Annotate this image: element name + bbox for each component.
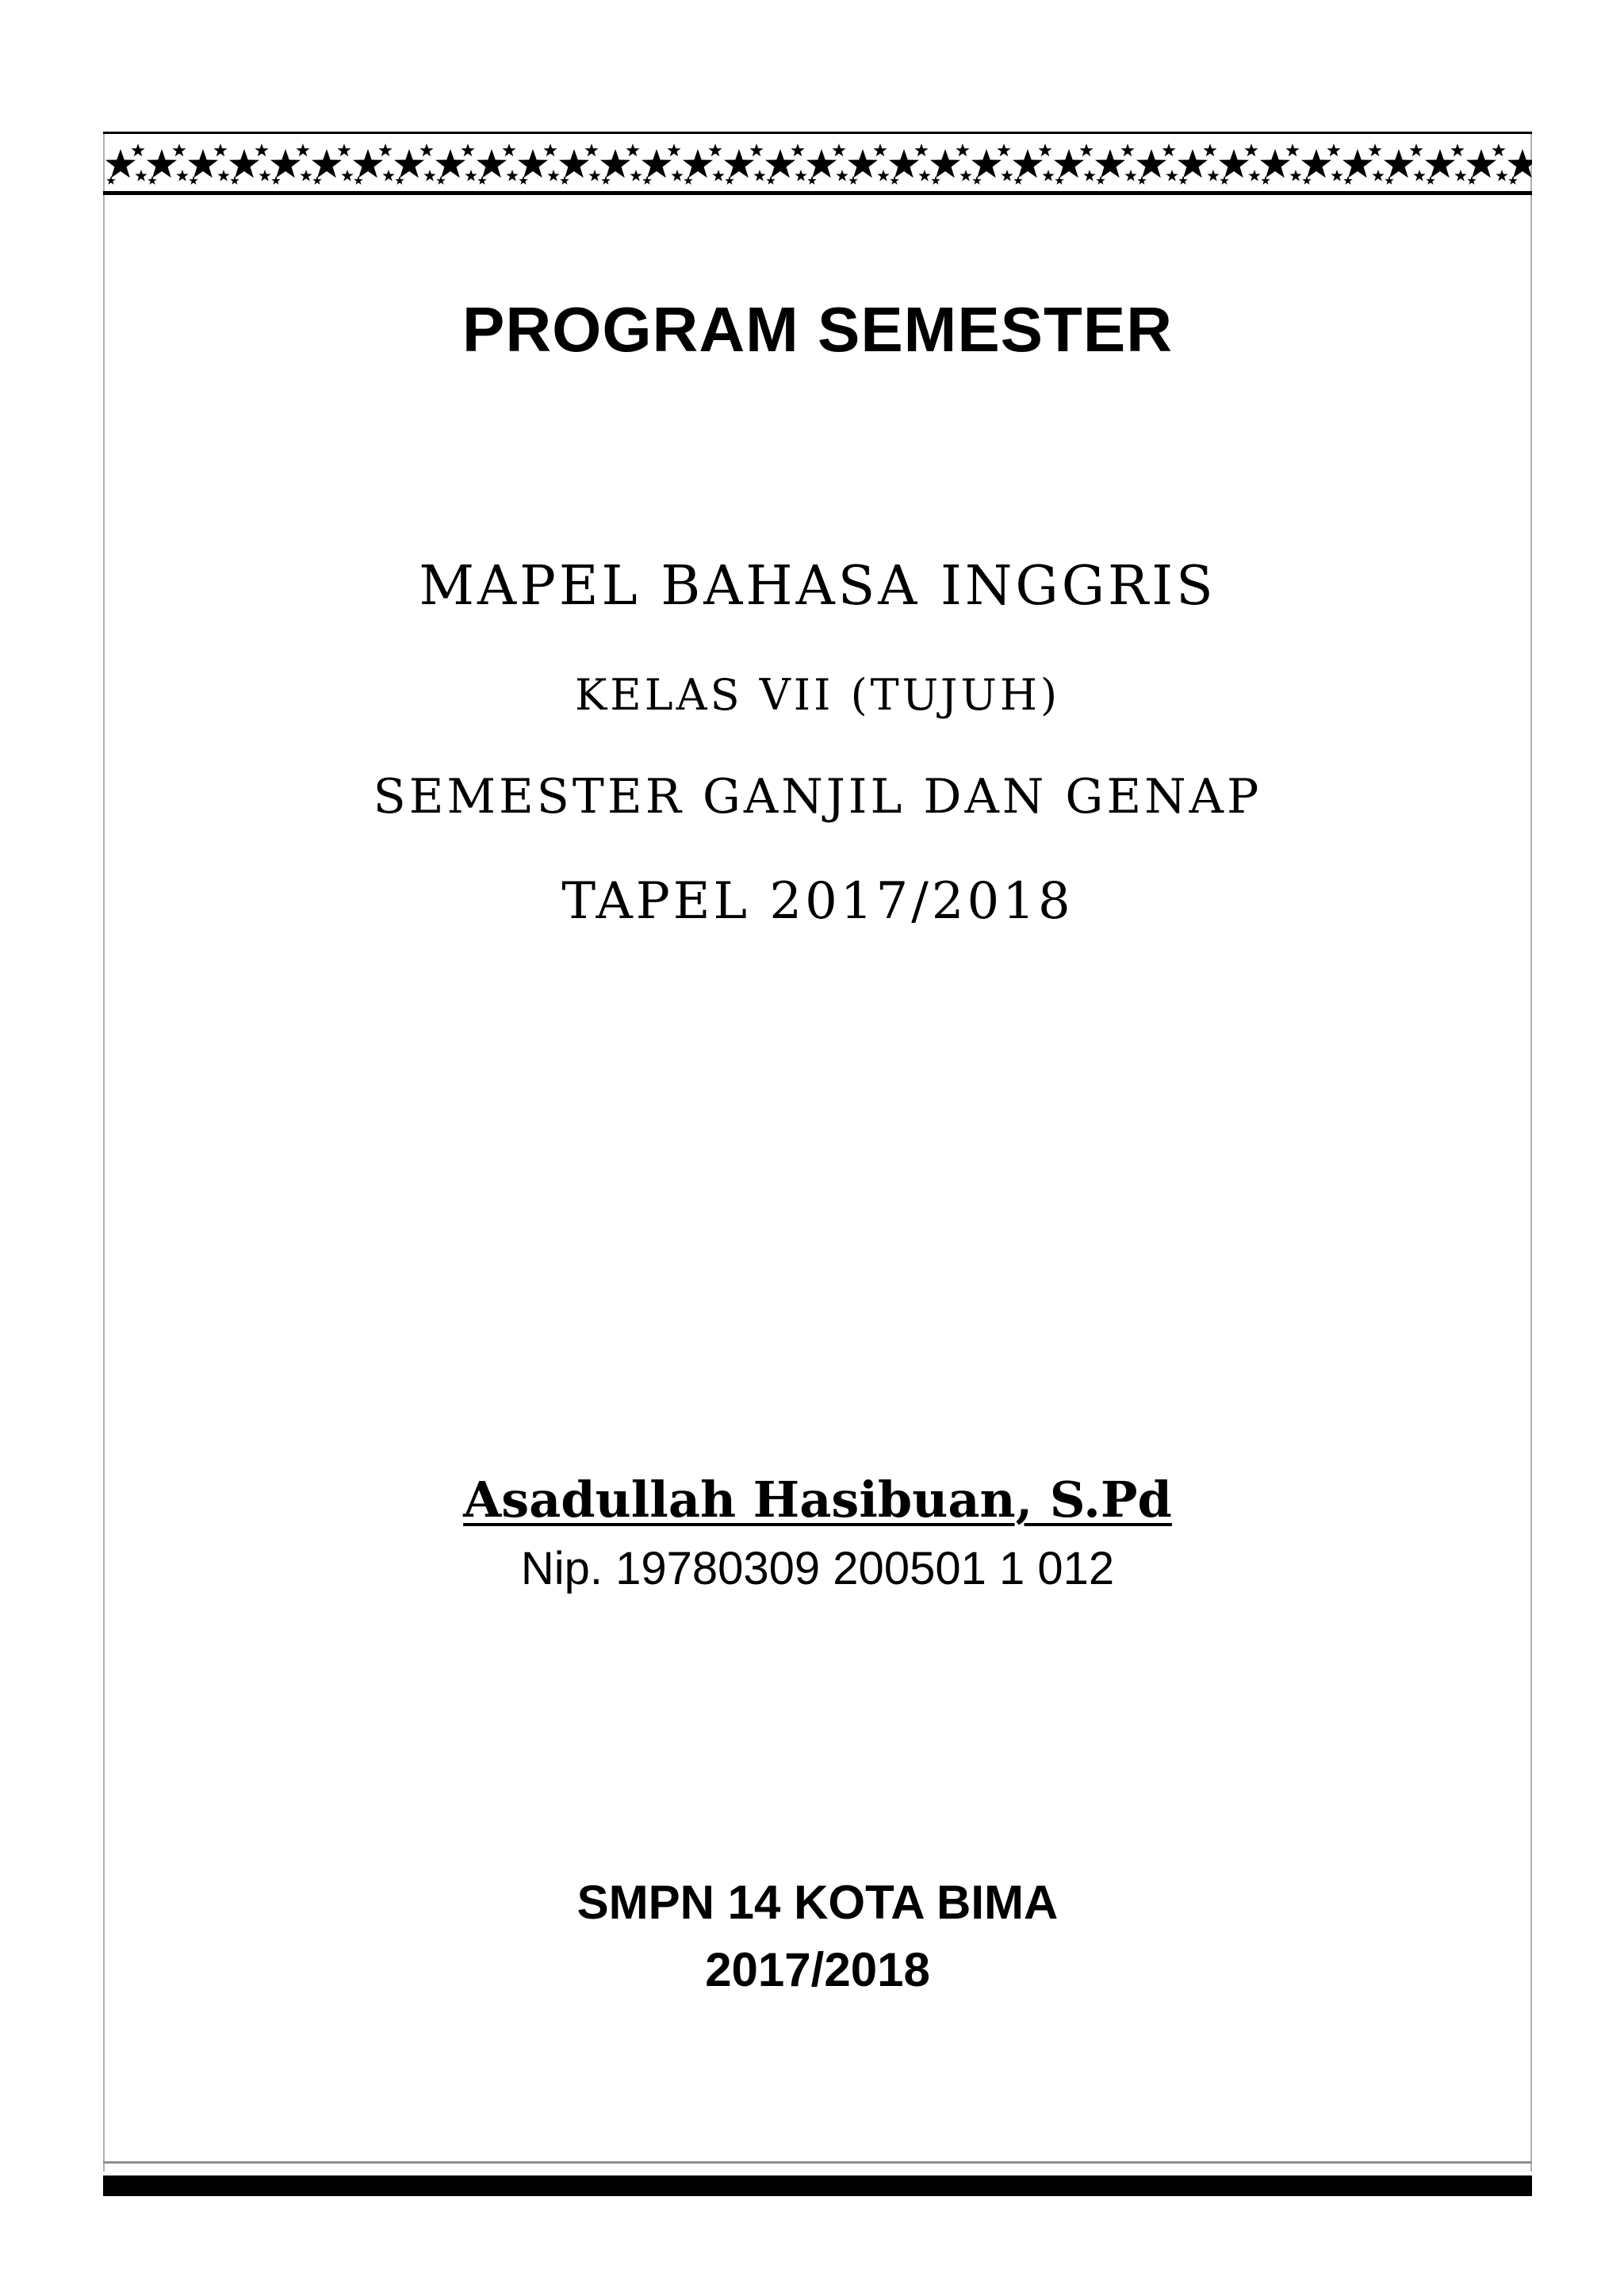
star-small-icon: [877, 170, 889, 182]
star-small-icon: [630, 170, 642, 182]
star-large-icon: [394, 149, 424, 178]
star-small-icon: [189, 176, 197, 185]
star-small-icon: [1285, 144, 1299, 156]
star-small-icon: [296, 144, 309, 156]
star-large-icon: [353, 149, 383, 178]
star-small-icon: [543, 144, 557, 156]
star-large-icon: [971, 149, 1002, 178]
star-small-icon: [1454, 170, 1466, 182]
star-large-icon: [559, 149, 589, 178]
star-small-icon: [959, 170, 971, 182]
star-small-icon: [1467, 176, 1476, 185]
star-small-icon: [956, 144, 969, 156]
star-small-icon: [461, 144, 474, 156]
star-small-icon: [873, 144, 887, 156]
subject-line: MAPEL BAHASA INGGRIS: [419, 555, 1216, 618]
star-small-icon: [147, 176, 156, 185]
star-small-icon: [255, 144, 268, 156]
star-small-icon: [1083, 170, 1095, 182]
star-large-icon: [1384, 149, 1414, 178]
star-small-icon: [1178, 176, 1187, 185]
page-frame: [103, 132, 1532, 2172]
star-small-icon: [1248, 170, 1260, 182]
star-small-icon: [1508, 176, 1517, 185]
class-line: KELAS VII (TUJUH): [574, 670, 1061, 720]
star-small-icon: [1207, 170, 1219, 182]
star-small-icon: [584, 144, 598, 156]
star-large-icon: [1013, 149, 1043, 178]
star-large-icon: [1136, 149, 1166, 178]
star-small-icon: [848, 176, 857, 185]
star-small-icon: [1124, 170, 1136, 182]
author-name-text: Asadullah Hasibuan, S.Pd: [463, 1471, 1172, 1529]
star-large-icon: [188, 149, 218, 178]
star-large-icon: [765, 149, 795, 178]
star-small-icon: [601, 176, 610, 185]
star-small-icon: [1203, 144, 1216, 156]
star-small-icon: [135, 170, 147, 182]
star-small-icon: [547, 170, 559, 182]
school-name: SMPN 14 KOTA BIMA: [576, 1876, 1059, 1929]
star-small-icon: [1042, 170, 1054, 182]
star-small-icon: [1162, 144, 1175, 156]
star-small-icon: [1450, 144, 1464, 156]
star-large-icon: [724, 149, 754, 178]
star-small-icon: [626, 144, 639, 156]
star-small-icon: [1327, 144, 1340, 156]
star-small-icon: [1261, 176, 1270, 185]
star-large-icon: [312, 149, 342, 178]
star-small-icon: [423, 170, 435, 182]
star-large-icon: [806, 149, 837, 178]
star-small-icon: [519, 176, 527, 185]
star-small-icon: [382, 170, 394, 182]
star-small-icon: [1244, 144, 1258, 156]
star-large-icon: [1178, 149, 1208, 178]
star-large-icon: [1466, 149, 1496, 178]
star-small-icon: [1096, 176, 1105, 185]
academic-year-line: TAPEL 2017/2018: [561, 872, 1074, 931]
star-small-icon: [1220, 176, 1228, 185]
star-small-icon: [684, 176, 692, 185]
author-name: [103, 1471, 1532, 1529]
star-small-icon: [807, 176, 816, 185]
star-small-icon: [176, 170, 188, 182]
star-small-icon: [1409, 144, 1423, 156]
star-small-icon: [354, 176, 362, 185]
star-small-icon: [997, 144, 1010, 156]
star-large-icon: [105, 149, 136, 178]
star-small-icon: [749, 144, 763, 156]
star-large-icon: [1425, 149, 1455, 178]
star-small-icon: [1492, 144, 1505, 156]
star-large-icon: [1301, 149, 1331, 178]
star-large-icon: [600, 149, 630, 178]
star-small-icon: [172, 144, 186, 156]
star-small-icon: [217, 170, 229, 182]
star-small-icon: [259, 170, 270, 182]
star-small-icon: [506, 170, 518, 182]
star-small-icon: [502, 144, 515, 156]
star-small-icon: [1413, 170, 1425, 182]
star-small-icon: [1372, 170, 1384, 182]
star-large-icon: [642, 149, 672, 178]
star-pattern-icon: [103, 136, 1532, 190]
star-small-icon: [832, 144, 845, 156]
star-small-icon: [671, 170, 683, 182]
star-small-icon: [337, 144, 350, 156]
star-small-icon: [931, 176, 940, 185]
star-large-icon: [147, 149, 177, 178]
star-small-icon: [753, 170, 765, 182]
star-small-icon: [477, 176, 486, 185]
border-rule-bottom: [103, 191, 1532, 195]
star-small-icon: [230, 176, 239, 185]
star-small-icon: [1496, 170, 1507, 182]
star-small-icon: [106, 176, 115, 185]
star-small-icon: [1368, 144, 1381, 156]
star-small-icon: [712, 170, 724, 182]
star-small-icon: [419, 144, 433, 156]
star-small-icon: [1426, 176, 1434, 185]
star-large-icon: [848, 149, 878, 178]
star-small-icon: [1055, 176, 1063, 185]
star-large-icon: [1342, 149, 1373, 178]
star-large-icon: [518, 149, 548, 178]
star-small-icon: [918, 170, 930, 182]
star-small-icon: [1343, 176, 1352, 185]
star-small-icon: [1385, 176, 1393, 185]
star-small-icon: [1120, 144, 1134, 156]
star-large-icon: [270, 149, 301, 178]
star-small-icon: [395, 176, 404, 185]
star-small-icon: [378, 144, 392, 156]
star-small-icon: [972, 176, 981, 185]
star-large-icon: [229, 149, 259, 178]
star-small-icon: [667, 144, 680, 156]
star-large-icon: [1219, 149, 1249, 178]
star-small-icon: [131, 144, 144, 156]
star-small-icon: [725, 176, 733, 185]
star-small-icon: [1166, 170, 1178, 182]
star-small-icon: [890, 176, 898, 185]
star-small-icon: [213, 144, 227, 156]
star-large-icon: [477, 149, 507, 178]
author-nip: Nip. 19780309 200501 1 012: [520, 1543, 1115, 1594]
star-small-icon: [436, 176, 445, 185]
star-pattern-border: [103, 132, 1532, 195]
bottom-border-thick-rule: [103, 2175, 1532, 2196]
star-large-icon: [683, 149, 713, 178]
star-small-icon: [588, 170, 600, 182]
star-large-icon: [1507, 149, 1532, 178]
star-small-icon: [1331, 170, 1342, 182]
star-small-icon: [300, 170, 312, 182]
star-small-icon: [708, 144, 722, 156]
star-small-icon: [766, 176, 775, 185]
star-large-icon: [435, 149, 465, 178]
star-small-icon: [795, 170, 806, 182]
star-small-icon: [312, 176, 321, 185]
star-small-icon: [1038, 144, 1051, 156]
star-large-icon: [930, 149, 960, 178]
semester-line: SEMESTER GANJIL DAN GENAP: [373, 769, 1262, 825]
star-small-icon: [1289, 170, 1301, 182]
star-small-icon: [1079, 144, 1093, 156]
star-small-icon: [914, 144, 928, 156]
star-large-icon: [1095, 149, 1125, 178]
star-small-icon: [1137, 176, 1146, 185]
star-small-icon: [791, 144, 804, 156]
bottom-border-thin-rule: [103, 2161, 1532, 2164]
star-small-icon: [1013, 176, 1022, 185]
star-small-icon: [642, 176, 651, 185]
star-small-icon: [271, 176, 280, 185]
star-small-icon: [341, 170, 353, 182]
star-small-icon: [836, 170, 848, 182]
star-large-icon: [1054, 149, 1084, 178]
star-small-icon: [1001, 170, 1013, 182]
star-small-icon: [1302, 176, 1311, 185]
page-title: PROGRAM SEMESTER: [462, 294, 1174, 365]
star-small-icon: [560, 176, 569, 185]
school-year: 2017/2018: [705, 1943, 930, 1996]
star-large-icon: [889, 149, 919, 178]
border-rule-top: [103, 132, 1532, 134]
star-large-icon: [1260, 149, 1290, 178]
star-small-icon: [465, 170, 477, 182]
